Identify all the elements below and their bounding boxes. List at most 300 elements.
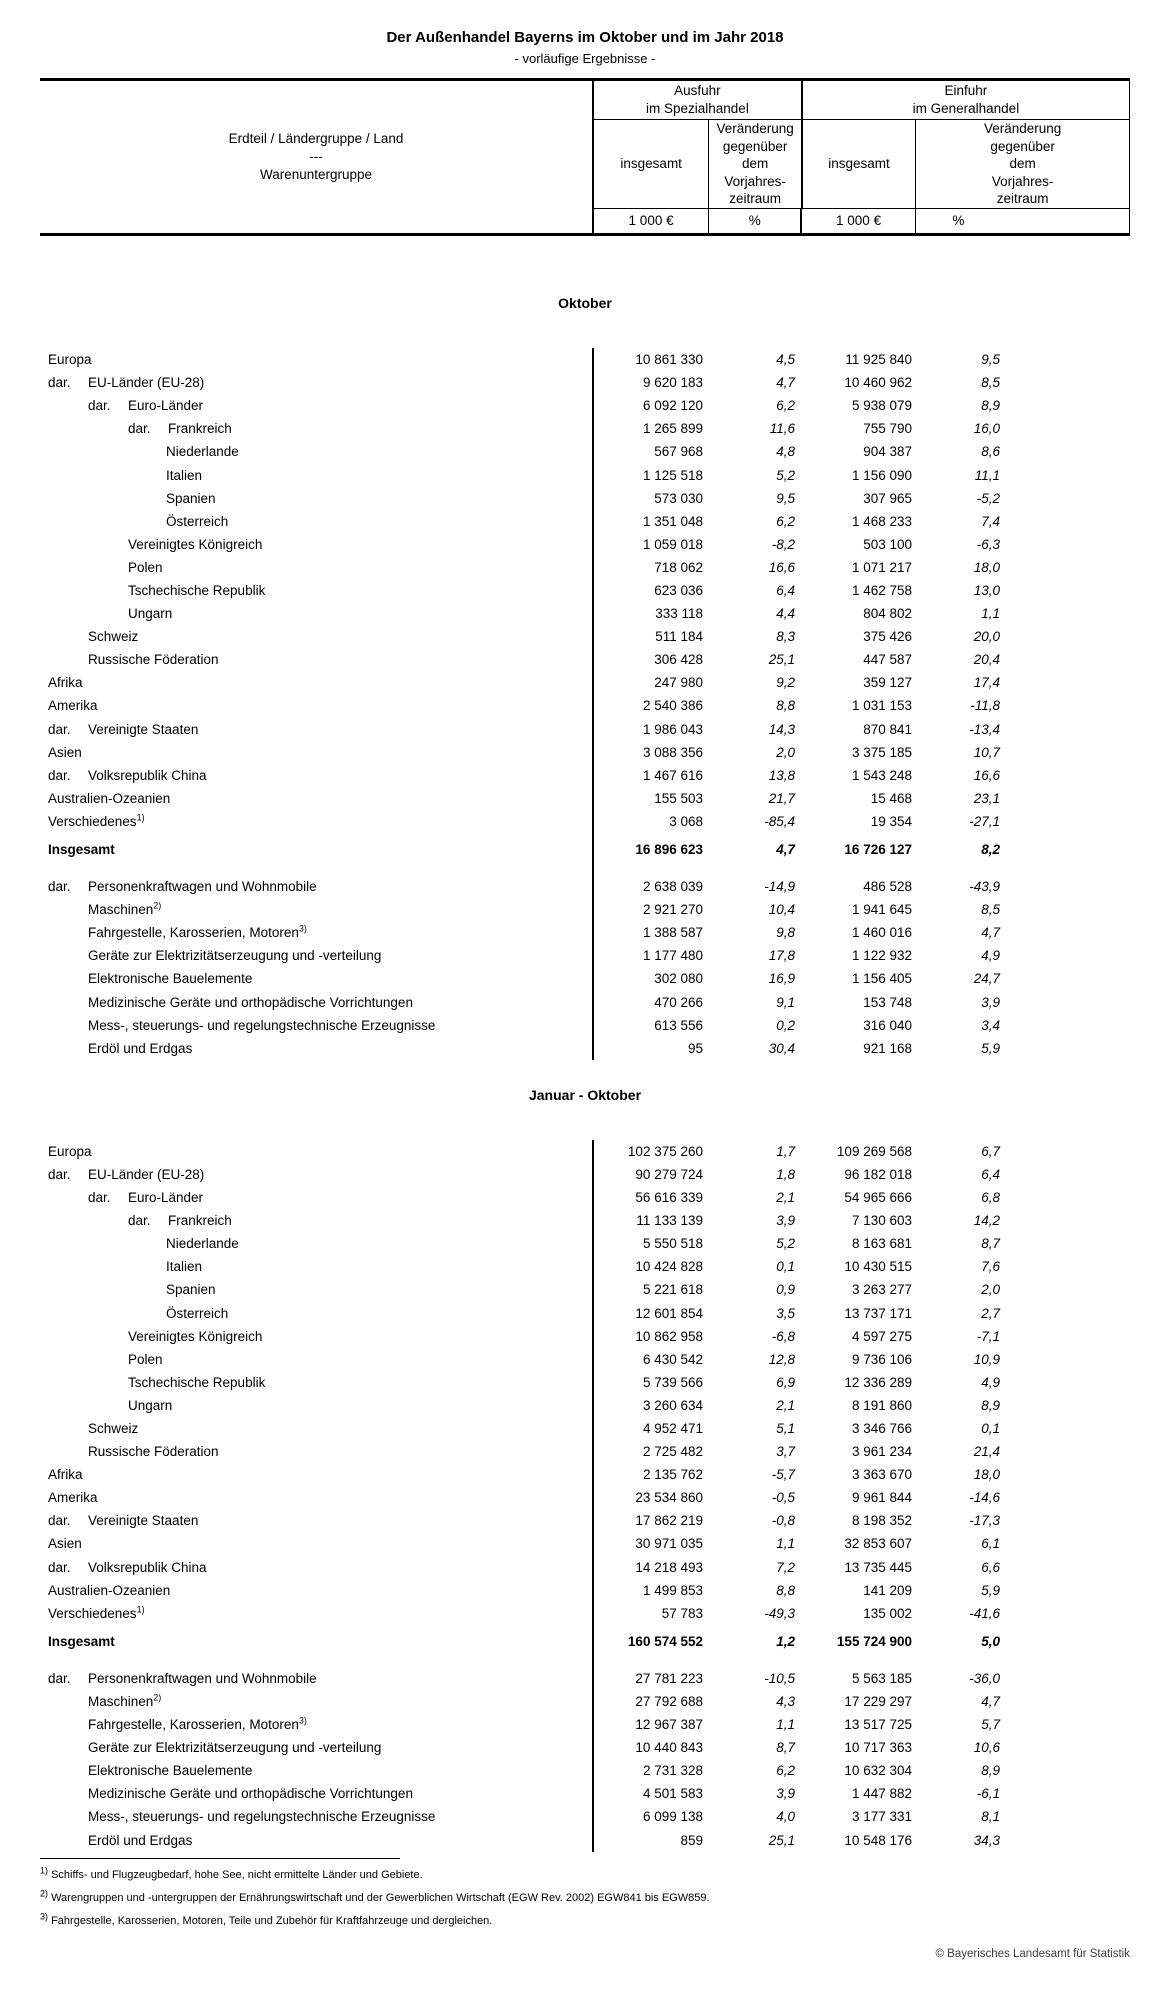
cell-ausfuhr-veraenderung: 1,8 bbox=[776, 1166, 795, 1182]
row-label bbox=[40, 1041, 592, 1056]
cell-ausfuhr-insgesamt: 2 921 270 bbox=[642, 902, 703, 918]
footnote-marker: 1) bbox=[136, 812, 145, 823]
cell-einfuhr-insgesamt: 16 726 127 bbox=[844, 842, 912, 858]
table-row bbox=[40, 463, 1130, 486]
insgesamt-label: insgesamt bbox=[828, 156, 890, 172]
row-label-text: Österreich bbox=[166, 1305, 229, 1321]
cell-einfuhr-veraenderung: 8,7 bbox=[981, 1236, 1000, 1252]
row-label bbox=[40, 606, 592, 621]
cell-ausfuhr-veraenderung: 4,7 bbox=[776, 842, 795, 858]
cell-ausfuhr-veraenderung: 9,1 bbox=[776, 994, 795, 1010]
table-row bbox=[40, 1463, 1130, 1486]
column-group-ausfuhr bbox=[594, 81, 801, 119]
cell-ausfuhr-insgesamt: 57 783 bbox=[661, 1605, 703, 1621]
cell-einfuhr-veraenderung: 5,7 bbox=[981, 1717, 1000, 1733]
row-label bbox=[40, 629, 592, 644]
column-header-einfuhr-insgesamt bbox=[801, 120, 915, 208]
cell-einfuhr-insgesamt: 1 941 645 bbox=[851, 902, 912, 918]
change-label-line: Vorjahres- bbox=[991, 173, 1054, 189]
row-label bbox=[40, 1259, 592, 1274]
table-row bbox=[40, 1667, 1130, 1690]
change-label-line: zeitraum bbox=[729, 191, 781, 207]
row-prefix: dar. bbox=[48, 1559, 71, 1575]
row-label-text: Vereinigtes Königreich bbox=[128, 536, 263, 552]
row-label-text: Europa bbox=[48, 352, 92, 368]
table-row bbox=[40, 1602, 1130, 1625]
change-label-line: Veränderung bbox=[983, 121, 1062, 137]
cell-einfuhr-veraenderung: 21,4 bbox=[973, 1444, 1000, 1460]
cell-ausfuhr-veraenderung: 7,2 bbox=[776, 1559, 795, 1575]
cell-einfuhr-insgesamt: 19 354 bbox=[870, 813, 912, 829]
table-row bbox=[40, 875, 1130, 898]
cell-einfuhr-insgesamt: 96 182 018 bbox=[844, 1166, 912, 1182]
row-label-text: Medizinische Geräte und orthopädische Vorrichtungen bbox=[88, 994, 413, 1010]
row-label-text: Spanien bbox=[166, 490, 216, 506]
cell-einfuhr-veraenderung: 10,7 bbox=[973, 744, 1000, 760]
row-prefix: dar. bbox=[48, 879, 71, 895]
cell-einfuhr-insgesamt: 1 031 153 bbox=[851, 698, 912, 714]
row-label-text: Euro-Länder bbox=[128, 398, 204, 414]
column-group-einfuhr bbox=[801, 81, 1129, 119]
change-label-line: Veränderung bbox=[716, 121, 794, 137]
footnote-text: Warengruppen und -untergruppen der Ernährungswirtschaft und der Gewerblichen Wirtschaft (EGW Rev. 2002) EGW841 bis EGW859. bbox=[51, 1891, 710, 1904]
cell-ausfuhr-veraenderung: 3,9 bbox=[776, 1786, 795, 1802]
row-label bbox=[40, 1213, 592, 1228]
cell-einfuhr-insgesamt: 1 156 405 bbox=[851, 971, 912, 987]
cell-ausfuhr-insgesamt: 1 351 048 bbox=[642, 513, 703, 529]
table-row bbox=[40, 694, 1130, 717]
cell-einfuhr-veraenderung: 23,1 bbox=[973, 790, 1000, 806]
cell-ausfuhr-veraenderung: 0,2 bbox=[776, 1017, 795, 1033]
unit-einfuhr-veraenderung: % bbox=[915, 209, 1129, 233]
cell-ausfuhr-veraenderung: -14,9 bbox=[764, 879, 795, 895]
cell-ausfuhr-veraenderung: 5,1 bbox=[776, 1420, 795, 1436]
row-label bbox=[40, 468, 592, 483]
row-label bbox=[40, 1717, 592, 1732]
cell-ausfuhr-insgesamt: 95 bbox=[687, 1040, 703, 1056]
change-label-line: zeitraum bbox=[996, 191, 1049, 207]
row-label-text: Geräte zur Elektrizitätserzeugung und -verteilung bbox=[88, 1740, 382, 1756]
cell-ausfuhr-insgesamt: 6 430 542 bbox=[642, 1351, 703, 1367]
cell-einfuhr-veraenderung: -17,3 bbox=[969, 1513, 1000, 1529]
cell-einfuhr-insgesamt: 7 130 603 bbox=[851, 1213, 912, 1229]
cell-einfuhr-insgesamt: 3 177 331 bbox=[851, 1809, 912, 1825]
table-row bbox=[40, 810, 1130, 833]
table-row bbox=[40, 764, 1130, 787]
table-row bbox=[40, 1186, 1130, 1209]
cell-ausfuhr-insgesamt: 23 534 860 bbox=[635, 1490, 703, 1506]
table-row bbox=[40, 921, 1130, 944]
row-label-text: Maschinen bbox=[88, 902, 154, 918]
table-row bbox=[40, 371, 1130, 394]
row-label-text: Spanien bbox=[166, 1282, 216, 1298]
table-row bbox=[40, 556, 1130, 579]
cell-ausfuhr-insgesamt: 2 540 386 bbox=[642, 698, 703, 714]
cell-einfuhr-insgesamt: 804 802 bbox=[863, 606, 912, 622]
row-label-text: Personenkraftwagen und Wohnmobile bbox=[88, 879, 317, 895]
cell-ausfuhr-insgesamt: 2 135 762 bbox=[642, 1467, 703, 1483]
row-label-text: Euro-Länder bbox=[128, 1190, 204, 1206]
table-row bbox=[40, 1713, 1130, 1736]
column-group-row bbox=[594, 81, 1129, 120]
row-label-text: Insgesamt bbox=[48, 842, 115, 858]
table-row bbox=[40, 1805, 1130, 1828]
cell-ausfuhr-insgesamt: 10 861 330 bbox=[635, 352, 703, 368]
footnote-text: Fahrgestelle, Karosserien, Motoren, Teile und Zubehör für Kraftfahrzeuge und dergleichen. bbox=[51, 1914, 493, 1927]
cell-ausfuhr-veraenderung: 2,0 bbox=[776, 744, 795, 760]
cell-ausfuhr-veraenderung: 8,3 bbox=[776, 629, 795, 645]
change-label-line: gegenüber bbox=[990, 138, 1055, 154]
row-label bbox=[40, 722, 592, 737]
table-row bbox=[40, 1829, 1130, 1852]
cell-ausfuhr-insgesamt: 10 440 843 bbox=[635, 1740, 703, 1756]
cell-ausfuhr-veraenderung: 3,5 bbox=[776, 1305, 795, 1321]
cell-einfuhr-veraenderung: 34,3 bbox=[973, 1832, 1000, 1848]
cell-ausfuhr-insgesamt: 12 601 854 bbox=[635, 1305, 703, 1321]
footnote-marker: 3) bbox=[298, 923, 307, 934]
row-label bbox=[40, 1634, 592, 1649]
row-label bbox=[40, 1490, 592, 1505]
row-label-text: Amerika bbox=[48, 1490, 98, 1506]
row-label bbox=[40, 1398, 592, 1413]
row-label-text: Ungarn bbox=[128, 606, 173, 622]
cell-ausfuhr-insgesamt: 6 099 138 bbox=[642, 1809, 703, 1825]
cell-ausfuhr-veraenderung: 3,9 bbox=[776, 1213, 795, 1229]
row-label-text: Österreich bbox=[166, 513, 229, 529]
cell-ausfuhr-insgesamt: 14 218 493 bbox=[635, 1559, 703, 1575]
cell-einfuhr-veraenderung: 8,9 bbox=[981, 398, 1000, 414]
cell-einfuhr-veraenderung: -7,1 bbox=[976, 1328, 1000, 1344]
row-label-text: Russische Föderation bbox=[88, 652, 219, 668]
table-row bbox=[40, 1037, 1130, 1060]
cell-ausfuhr-veraenderung: -8,2 bbox=[771, 536, 795, 552]
row-label-text: Tschechische Republik bbox=[128, 582, 266, 598]
footnote-marker: 1) bbox=[136, 1604, 145, 1615]
cell-einfuhr-insgesamt: 870 841 bbox=[863, 721, 912, 737]
row-prefix: dar. bbox=[88, 398, 111, 414]
column-header-ausfuhr-veraenderung bbox=[708, 120, 800, 208]
cell-ausfuhr-veraenderung: 3,7 bbox=[776, 1444, 795, 1460]
cell-einfuhr-insgesamt: 904 387 bbox=[863, 444, 912, 460]
unit-ausfuhr-insgesamt: 1 000 € bbox=[628, 213, 674, 229]
cell-ausfuhr-insgesamt: 102 375 260 bbox=[627, 1143, 703, 1159]
insgesamt-label: insgesamt bbox=[620, 156, 682, 172]
cell-einfuhr-veraenderung: -13,4 bbox=[969, 721, 1000, 737]
table-row bbox=[40, 1509, 1130, 1532]
document-content bbox=[40, 0, 1130, 1933]
cell-ausfuhr-veraenderung: 6,2 bbox=[776, 398, 795, 414]
row-label-text: Volksrepublik China bbox=[88, 767, 207, 783]
cell-ausfuhr-veraenderung: 4,8 bbox=[776, 444, 795, 460]
cell-ausfuhr-veraenderung: 10,4 bbox=[768, 902, 795, 918]
cell-einfuhr-insgesamt: 316 040 bbox=[863, 1017, 912, 1033]
cell-einfuhr-veraenderung: 8,2 bbox=[981, 842, 1000, 858]
row-label-text: EU-Länder (EU-28) bbox=[88, 375, 205, 391]
row-label-text: Polen bbox=[128, 559, 163, 575]
cell-einfuhr-insgesamt: 13 737 171 bbox=[844, 1305, 912, 1321]
cell-einfuhr-veraenderung: 6,8 bbox=[981, 1190, 1000, 1206]
cell-einfuhr-insgesamt: 109 269 568 bbox=[836, 1143, 912, 1159]
row-label bbox=[40, 1282, 592, 1297]
row-label bbox=[40, 514, 592, 529]
cell-einfuhr-veraenderung: 6,1 bbox=[981, 1536, 1000, 1552]
table-row bbox=[40, 417, 1130, 440]
row-label bbox=[40, 491, 592, 506]
row-label bbox=[40, 1421, 592, 1436]
cell-ausfuhr-veraenderung: 30,4 bbox=[768, 1040, 795, 1056]
cell-einfuhr-veraenderung: 5,0 bbox=[981, 1633, 1000, 1649]
cell-ausfuhr-insgesamt: 56 616 339 bbox=[635, 1190, 703, 1206]
row-label-text: Ungarn bbox=[128, 1397, 173, 1413]
row-label-text: Schweiz bbox=[88, 1420, 139, 1436]
cell-einfuhr-insgesamt: 9 736 106 bbox=[851, 1351, 912, 1367]
cell-einfuhr-veraenderung: -43,9 bbox=[969, 879, 1000, 895]
table-row bbox=[40, 898, 1130, 921]
row-label-text: Geräte zur Elektrizitätserzeugung und -verteilung bbox=[88, 948, 382, 964]
column-header-erdteil bbox=[40, 81, 592, 233]
change-label-line: dem bbox=[741, 156, 769, 172]
section-block bbox=[40, 348, 1130, 1060]
page-subtitle: - vorläufige Ergebnisse - bbox=[514, 51, 656, 66]
cell-ausfuhr-veraenderung: 4,4 bbox=[776, 606, 795, 622]
cell-einfuhr-insgesamt: 12 336 289 bbox=[844, 1374, 912, 1390]
table-row bbox=[40, 787, 1130, 810]
cell-einfuhr-veraenderung: 7,4 bbox=[981, 513, 1000, 529]
cell-ausfuhr-veraenderung: 9,5 bbox=[776, 490, 795, 506]
cell-ausfuhr-insgesamt: 3 088 356 bbox=[642, 744, 703, 760]
cell-einfuhr-insgesamt: 755 790 bbox=[863, 421, 912, 437]
cell-ausfuhr-insgesamt: 511 184 bbox=[655, 629, 703, 645]
row-label-text: Erdöl und Erdgas bbox=[88, 1832, 193, 1848]
cell-einfuhr-veraenderung: 3,9 bbox=[981, 994, 1000, 1010]
row-label-text: Verschiedenes bbox=[48, 813, 137, 829]
footnote-marker: 2) bbox=[40, 1887, 49, 1898]
cell-einfuhr-veraenderung: 6,6 bbox=[981, 1559, 1000, 1575]
cell-ausfuhr-insgesamt: 3 260 634 bbox=[642, 1397, 703, 1413]
cell-einfuhr-veraenderung: 4,9 bbox=[981, 1374, 1000, 1390]
row-label-text: Australien-Ozeanien bbox=[48, 790, 171, 806]
cell-einfuhr-insgesamt: 155 724 900 bbox=[836, 1633, 912, 1649]
cell-ausfuhr-insgesamt: 613 556 bbox=[654, 1017, 703, 1033]
cell-ausfuhr-insgesamt: 2 725 482 bbox=[642, 1444, 703, 1460]
table-row bbox=[40, 741, 1130, 764]
row-header-line: Erdteil / Ländergruppe / Land bbox=[228, 131, 404, 146]
row-prefix: dar. bbox=[48, 1166, 71, 1182]
row-label bbox=[40, 879, 592, 894]
cell-ausfuhr-veraenderung: -0,5 bbox=[771, 1490, 795, 1506]
row-label-text: Vereinigte Staaten bbox=[88, 721, 199, 737]
row-label bbox=[40, 902, 592, 917]
cell-einfuhr-insgesamt: 153 748 bbox=[863, 994, 912, 1010]
footnote-marker: 3) bbox=[40, 1910, 49, 1921]
cell-ausfuhr-insgesamt: 573 030 bbox=[654, 490, 703, 506]
cell-einfuhr-insgesamt: 13 517 725 bbox=[844, 1717, 912, 1733]
table-row bbox=[40, 944, 1130, 967]
row-prefix: dar. bbox=[48, 1670, 71, 1686]
table-row bbox=[40, 1348, 1130, 1371]
cell-ausfuhr-veraenderung: 9,2 bbox=[776, 675, 795, 691]
row-label-text: Schweiz bbox=[88, 629, 139, 645]
cell-einfuhr-insgesamt: 3 375 185 bbox=[851, 744, 912, 760]
cell-ausfuhr-insgesamt: 567 968 bbox=[654, 444, 703, 460]
table-row bbox=[40, 1209, 1130, 1232]
cell-ausfuhr-veraenderung: 0,1 bbox=[776, 1259, 795, 1275]
table-header bbox=[40, 78, 1130, 236]
cell-ausfuhr-insgesamt: 27 781 223 bbox=[635, 1670, 703, 1686]
cell-ausfuhr-veraenderung: 12,8 bbox=[768, 1351, 795, 1367]
cell-einfuhr-insgesamt: 9 961 844 bbox=[851, 1490, 912, 1506]
row-label bbox=[40, 814, 592, 829]
cell-einfuhr-insgesamt: 1 071 217 bbox=[851, 559, 912, 575]
table-body bbox=[40, 294, 1130, 1852]
cell-ausfuhr-veraenderung: 21,7 bbox=[768, 790, 795, 806]
cell-einfuhr-veraenderung: 1,1 bbox=[981, 606, 1000, 622]
table-row bbox=[40, 1278, 1130, 1301]
row-label-text: Insgesamt bbox=[48, 1633, 115, 1649]
cell-einfuhr-veraenderung: 18,0 bbox=[973, 1467, 1000, 1483]
row-prefix: dar. bbox=[48, 1513, 71, 1529]
row-prefix: dar. bbox=[88, 1190, 111, 1206]
cell-einfuhr-veraenderung: 8,1 bbox=[981, 1809, 1000, 1825]
cell-ausfuhr-insgesamt: 12 967 387 bbox=[635, 1717, 703, 1733]
row-header-line: --- bbox=[309, 149, 323, 164]
cell-einfuhr-veraenderung: 3,4 bbox=[981, 1017, 1000, 1033]
cell-ausfuhr-insgesamt: 17 862 219 bbox=[635, 1513, 703, 1529]
cell-ausfuhr-veraenderung: -10,5 bbox=[764, 1670, 795, 1686]
row-label bbox=[40, 421, 592, 436]
cell-einfuhr-insgesamt: 1 543 248 bbox=[851, 767, 912, 783]
cell-einfuhr-veraenderung: 9,5 bbox=[981, 352, 1000, 368]
row-label bbox=[40, 1740, 592, 1755]
table-row bbox=[40, 440, 1130, 463]
change-label-line: gegenüber bbox=[722, 138, 788, 154]
cell-einfuhr-veraenderung: -41,6 bbox=[969, 1605, 1000, 1621]
cell-einfuhr-veraenderung: 5,9 bbox=[981, 1582, 1000, 1598]
footnote-marker: 1) bbox=[40, 1864, 49, 1875]
table-row bbox=[40, 838, 1130, 861]
row-label-text: Fahrgestelle, Karosserien, Motoren bbox=[88, 925, 299, 941]
row-label bbox=[40, 1671, 592, 1686]
cell-einfuhr-veraenderung: 7,6 bbox=[981, 1259, 1000, 1275]
cell-einfuhr-veraenderung: 6,7 bbox=[981, 1143, 1000, 1159]
cell-ausfuhr-insgesamt: 306 428 bbox=[654, 652, 703, 668]
row-label bbox=[40, 1560, 592, 1575]
row-label-text: Verschiedenes bbox=[48, 1605, 137, 1621]
row-label bbox=[40, 1018, 592, 1033]
table-row bbox=[40, 533, 1130, 556]
table-row bbox=[40, 671, 1130, 694]
footnote-divider bbox=[40, 1858, 400, 1859]
cell-ausfuhr-insgesamt: 9 620 183 bbox=[642, 375, 703, 391]
table-row bbox=[40, 1371, 1130, 1394]
row-label bbox=[40, 745, 592, 760]
row-label-text: Elektronische Bauelemente bbox=[88, 971, 253, 987]
cell-einfuhr-insgesamt: 1 156 090 bbox=[851, 467, 912, 483]
cell-ausfuhr-insgesamt: 1 059 018 bbox=[642, 536, 703, 552]
table-row bbox=[40, 625, 1130, 648]
cell-ausfuhr-veraenderung: 9,8 bbox=[776, 925, 795, 941]
cell-ausfuhr-veraenderung: 4,0 bbox=[776, 1809, 795, 1825]
table-row bbox=[40, 1440, 1130, 1463]
table-row bbox=[40, 1232, 1130, 1255]
row-label bbox=[40, 1167, 592, 1182]
row-label-text: Niederlande bbox=[166, 1236, 239, 1252]
copyright-notice: © Bayerisches Landesamt für Statistik bbox=[935, 1948, 1130, 1960]
cell-ausfuhr-veraenderung: 8,8 bbox=[776, 1582, 795, 1598]
cell-ausfuhr-insgesamt: 30 971 035 bbox=[635, 1536, 703, 1552]
row-label-text: Vereinigte Staaten bbox=[88, 1513, 199, 1529]
cell-ausfuhr-insgesamt: 247 980 bbox=[654, 675, 703, 691]
row-label-text: Polen bbox=[128, 1351, 163, 1367]
cell-ausfuhr-veraenderung: -85,4 bbox=[764, 813, 795, 829]
cell-einfuhr-insgesamt: 3 263 277 bbox=[851, 1282, 912, 1298]
table-row bbox=[40, 1417, 1130, 1440]
cell-ausfuhr-veraenderung: 4,3 bbox=[776, 1694, 795, 1710]
cell-einfuhr-insgesamt: 3 346 766 bbox=[851, 1420, 912, 1436]
group-title-line: Ausfuhr bbox=[674, 83, 721, 98]
row-label bbox=[40, 1144, 592, 1159]
row-label-text: Medizinische Geräte und orthopädische Vorrichtungen bbox=[88, 1786, 413, 1802]
footnote-marker: 2) bbox=[153, 1692, 162, 1703]
row-label-text: Tschechische Republik bbox=[128, 1374, 266, 1390]
cell-einfuhr-insgesamt: 10 548 176 bbox=[844, 1832, 912, 1848]
cell-einfuhr-veraenderung: 8,5 bbox=[981, 375, 1000, 391]
cell-ausfuhr-veraenderung: 17,8 bbox=[768, 948, 795, 964]
cell-einfuhr-veraenderung: 2,7 bbox=[981, 1305, 1000, 1321]
row-label bbox=[40, 1833, 592, 1848]
cell-ausfuhr-veraenderung: 4,7 bbox=[776, 375, 795, 391]
cell-einfuhr-insgesamt: 3 363 670 bbox=[851, 1467, 912, 1483]
row-label bbox=[40, 1467, 592, 1482]
column-divider-line bbox=[592, 348, 594, 1060]
cell-einfuhr-insgesamt: 5 563 185 bbox=[851, 1670, 912, 1686]
cell-einfuhr-veraenderung: 8,9 bbox=[981, 1397, 1000, 1413]
cell-ausfuhr-insgesamt: 718 062 bbox=[654, 559, 703, 575]
row-label bbox=[40, 375, 592, 390]
row-label bbox=[40, 652, 592, 667]
row-label-text: Afrika bbox=[48, 675, 83, 691]
cell-einfuhr-insgesamt: 503 100 bbox=[863, 536, 912, 552]
group-title-line: im Generalhandel bbox=[912, 101, 1020, 116]
cell-einfuhr-insgesamt: 447 587 bbox=[863, 652, 912, 668]
table-row bbox=[40, 1163, 1130, 1186]
row-label bbox=[40, 1536, 592, 1551]
cell-ausfuhr-insgesamt: 155 503 bbox=[654, 790, 703, 806]
cell-einfuhr-insgesamt: 375 426 bbox=[863, 629, 912, 645]
row-label-text: Asien bbox=[48, 744, 82, 760]
row-prefix: dar. bbox=[48, 721, 71, 737]
table-row bbox=[40, 348, 1130, 371]
row-label bbox=[40, 1190, 592, 1205]
cell-ausfuhr-insgesamt: 1 986 043 bbox=[642, 721, 703, 737]
row-label-text: Italien bbox=[166, 467, 203, 483]
row-label bbox=[40, 583, 592, 598]
cell-ausfuhr-insgesamt: 90 279 724 bbox=[635, 1166, 703, 1182]
cell-ausfuhr-insgesamt: 5 739 566 bbox=[642, 1374, 703, 1390]
cell-einfuhr-insgesamt: 486 528 bbox=[863, 879, 912, 895]
cell-ausfuhr-veraenderung: 0,9 bbox=[776, 1282, 795, 1298]
row-label bbox=[40, 1786, 592, 1801]
cell-einfuhr-insgesamt: 141 209 bbox=[863, 1582, 912, 1598]
cell-ausfuhr-insgesamt: 6 092 120 bbox=[642, 398, 703, 414]
cell-ausfuhr-veraenderung: 5,2 bbox=[776, 1236, 795, 1252]
table-row bbox=[40, 1736, 1130, 1759]
cell-ausfuhr-veraenderung: 16,9 bbox=[768, 971, 795, 987]
cell-ausfuhr-veraenderung: 4,5 bbox=[776, 352, 795, 368]
row-label-text: Afrika bbox=[48, 1467, 83, 1483]
cell-einfuhr-veraenderung: 11,1 bbox=[974, 467, 1000, 483]
row-label-text: Mess-, steuerungs- und regelungstechnische Erzeugnisse bbox=[88, 1017, 436, 1033]
